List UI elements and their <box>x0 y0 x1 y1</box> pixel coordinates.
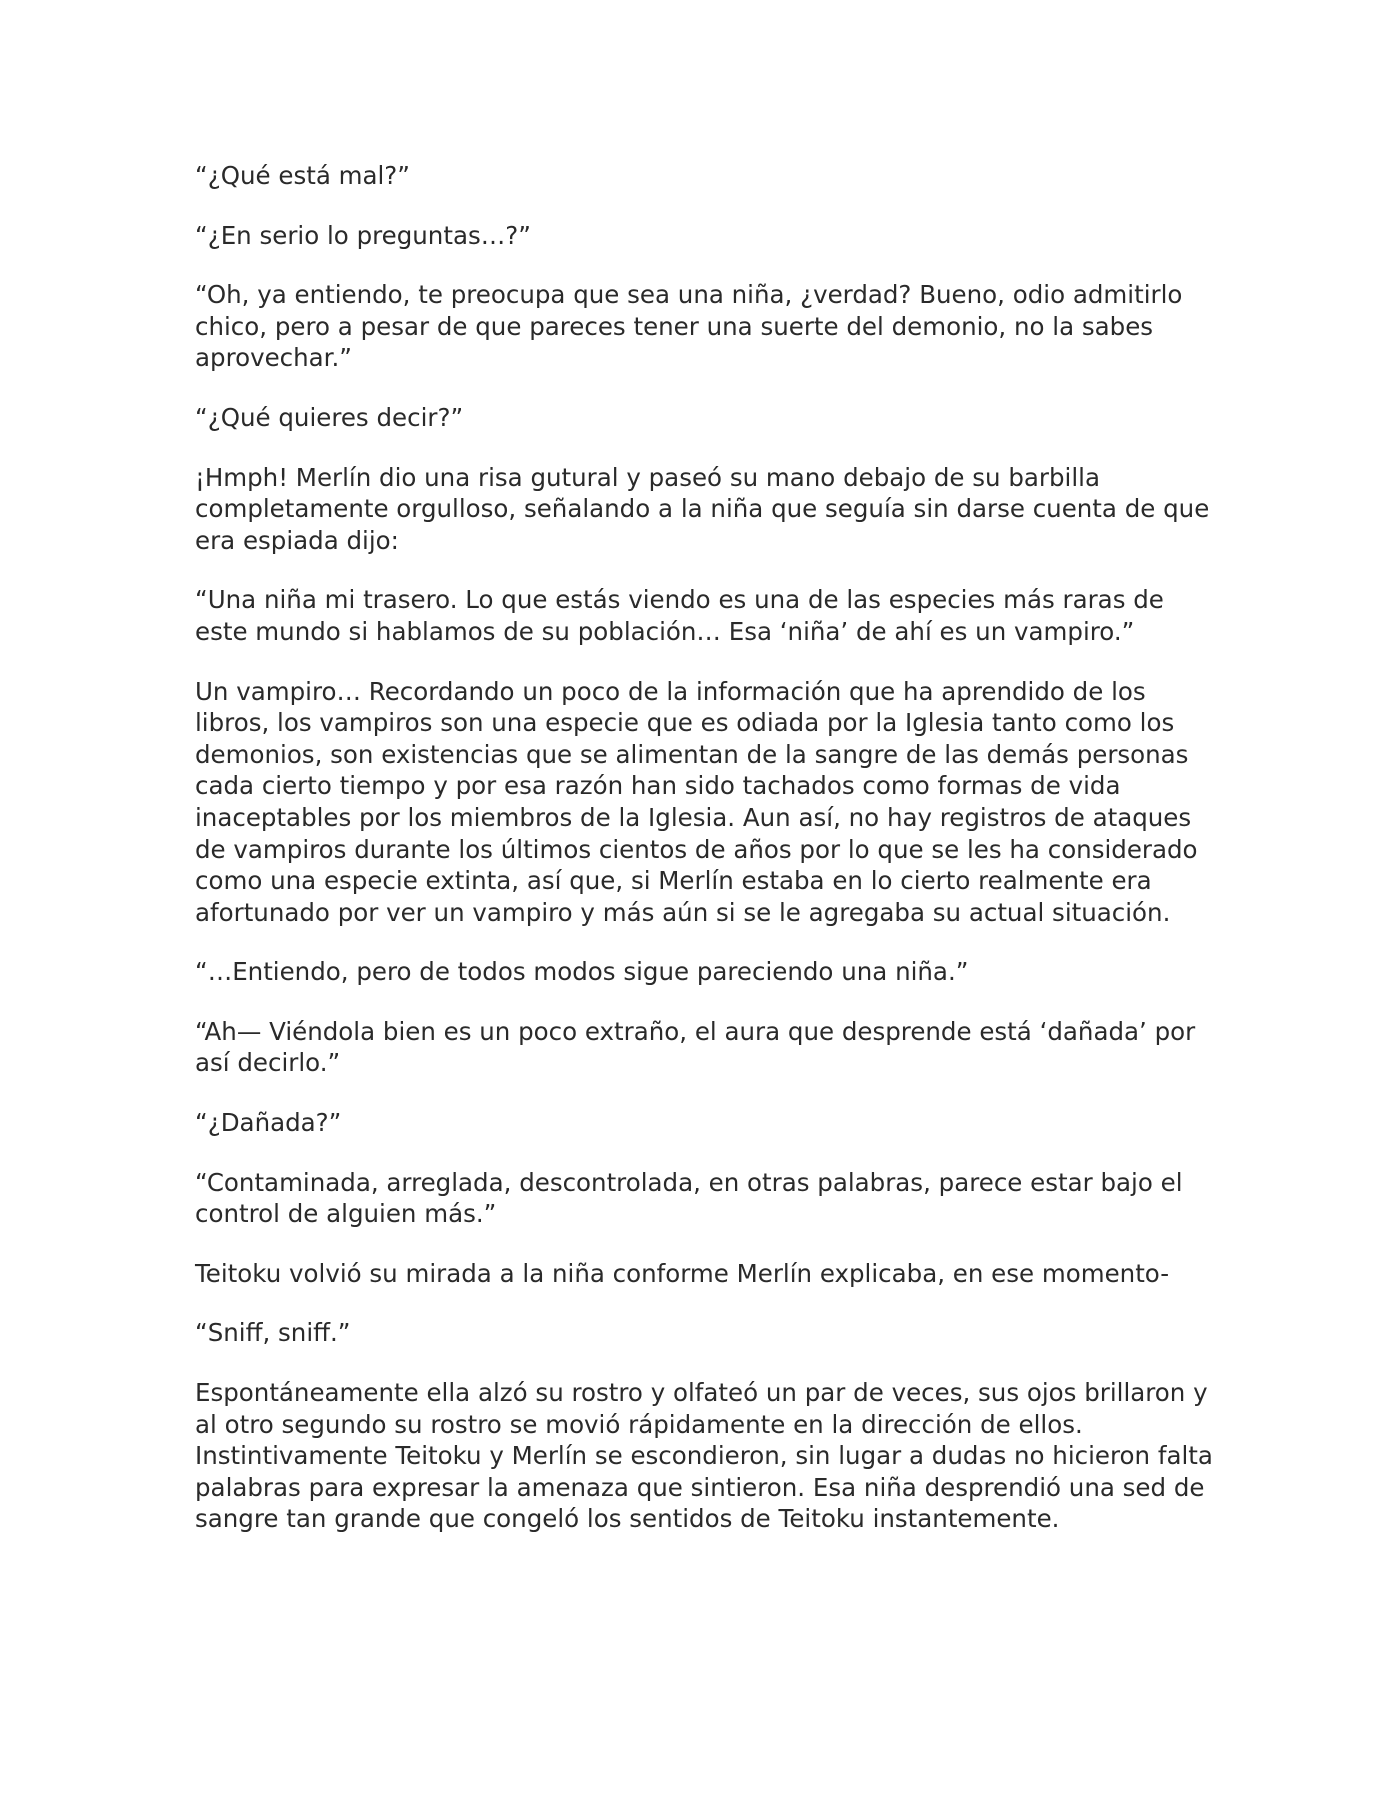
document-body <box>195 160 1215 1563</box>
paragraph: “¿En serio lo preguntas…?” <box>195 220 531 250</box>
paragraph: Espontáneamente ella alzó su rostro y olfateó un par de veces, sus ojos brillaron y al otro segundo su rostro se movió rápidamente en la dirección de ellos. Instintivamente Teitoku y Merlín se escondieron, sin lugar a dudas no hicieron falta palabras para expresar la amenaza que sintieron. Esa niña desprendió una sed de sangre tan grande que congeló los sentidos de Teitoku instantemente. <box>195 1378 1213 1534</box>
paragraph: Teitoku volvió su mirada a la niña conforme Merlín explicaba, en ese momento- <box>195 1258 1170 1288</box>
paragraph: “¿Qué está mal?” <box>195 161 410 190</box>
paragraph: ¡Hmph! Merlín dio una risa gutural y paseó su mano debajo de su barbilla completamente orgulloso, señalando a la niña que seguía sin darse cuenta de que era espiada dijo: <box>195 462 1210 555</box>
paragraph: “…Entiendo, pero de todos modos sigue pareciendo una niña.” <box>195 957 969 987</box>
paragraph: “Una niña mi trasero. Lo que estás viendo es una de las especies más raras de este mundo si hablamos de su población… Esa ‘niña’ de ahí es un vampiro.” <box>195 585 1164 646</box>
paragraph: “¿Dañada?” <box>195 1108 342 1138</box>
paragraph: “Sniff, sniff.” <box>195 1318 351 1348</box>
paragraph: “Contaminada, arreglada, descontrolada, en otras palabras, parece estar bajo el control de alguien más.” <box>195 1167 1183 1229</box>
paragraph: “Oh, ya entiendo, te preocupa que sea una niña, ¿verdad? Bueno, odio admitirlo chico, pero a pesar de que pareces tener una suerte del demonio, no la sabes aprovechar.” <box>195 280 1183 373</box>
paragraph: “Ah— Viéndola bien es un poco extraño, el aura que desprende está ‘dañada’ por así decirlo.” <box>195 1016 1196 1078</box>
paragraph: Un vampiro… Recordando un poco de la información que ha aprendido de los libros, los vampiros son una especie que es odiada por la Iglesia tanto como los demonios, son existencias que se alimentan de la sangre de las demás personas cada cierto tiempo y por esa razón han sido tachados como formas de vida inaceptables por los miembros de la Iglesia. Aun así, no hay registros de ataques de vampiros durante los últimos cientos de años por lo que se les ha considerado como una especie extinta, así que, si Merlín estaba en lo cierto realmente era afortunado por ver un vampiro y más aún si se le agregaba su actual situación. <box>195 676 1198 927</box>
paragraph: “¿Qué quieres decir?” <box>195 402 464 432</box>
